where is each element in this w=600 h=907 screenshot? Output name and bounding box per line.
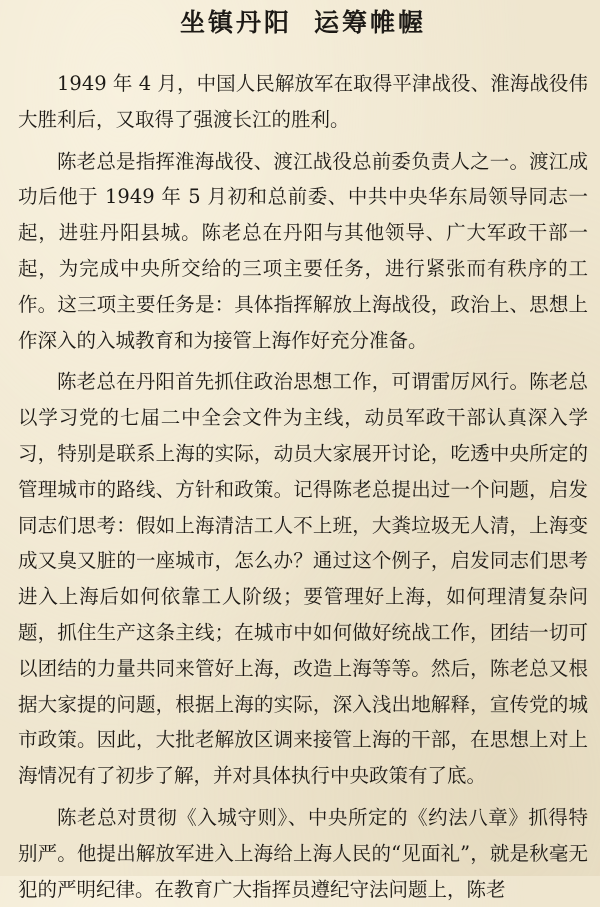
title-part-1: 坐镇丹阳: [179, 8, 292, 37]
paragraph-1: 1949 年 4 月，中国人民解放军在取得平津战役、淮海战役伟大胜利后，又取得了强渡长江的胜利。: [18, 72, 588, 131]
title-part-2: 运筹帷幄: [314, 8, 427, 37]
page-title: [18, 6, 588, 40]
paragraph-2: 陈老总是指挥淮海战役、渡江战役总前委负责人之一。渡江成功后他于 1949 年 5 月初和总前委、中共中央华东局领导同志一起，进驻丹阳县城。陈老总在丹阳与其他领导、广大军政干部一起，为完成中央所交给的三项主要任务，进行紧张而有秩序的工作。这三项主要任务是：具体指挥解放上海战役，政治上、思想上作深入的入城教育和为接管上海作好充分准备。: [18, 149, 588, 352]
paragraph-4: 陈老总对贯彻《入城守则》、中央所定的《约法八章》抓得特别严。他提出解放军进入上海给上海人民的“见面礼”，就是秋毫无犯的严明纪律。在教育广大指挥员遵纪守法问题上，陈老: [18, 805, 588, 901]
paragraph-3: 陈老总在丹阳首先抓住政治思想工作，可谓雷厉风行。陈老总以学习党的七届二中全会文件为主线，动员军政干部认真深入学习，特别是联系上海的实际，动员大家展开讨论，吃透中央所定的管理城市的路线、方针和政策。记得陈老总提出过一个问题，启发同志们思考：假如上海清洁工人不上班，大粪垃圾无人清，上海变成又臭又脏的一座城市，怎么办？通过这个例子，启发同志们思考进入上海后如何依靠工人阶级；要管理好上海，如何理清复杂问题，抓住生产这条主线；在城市中如何做好统战工作，团结一切可以团结的力量共同来管好上海，改造上海等等。然后，陈老总又根据大家提的问题，根据上海的实际，深入浅出地解释，宣传党的城市政策。因此，大批老解放区调来接管上海的干部，在思想上对上海情况有了初步了解，并对具体执行中央政策有了底。: [18, 370, 588, 788]
